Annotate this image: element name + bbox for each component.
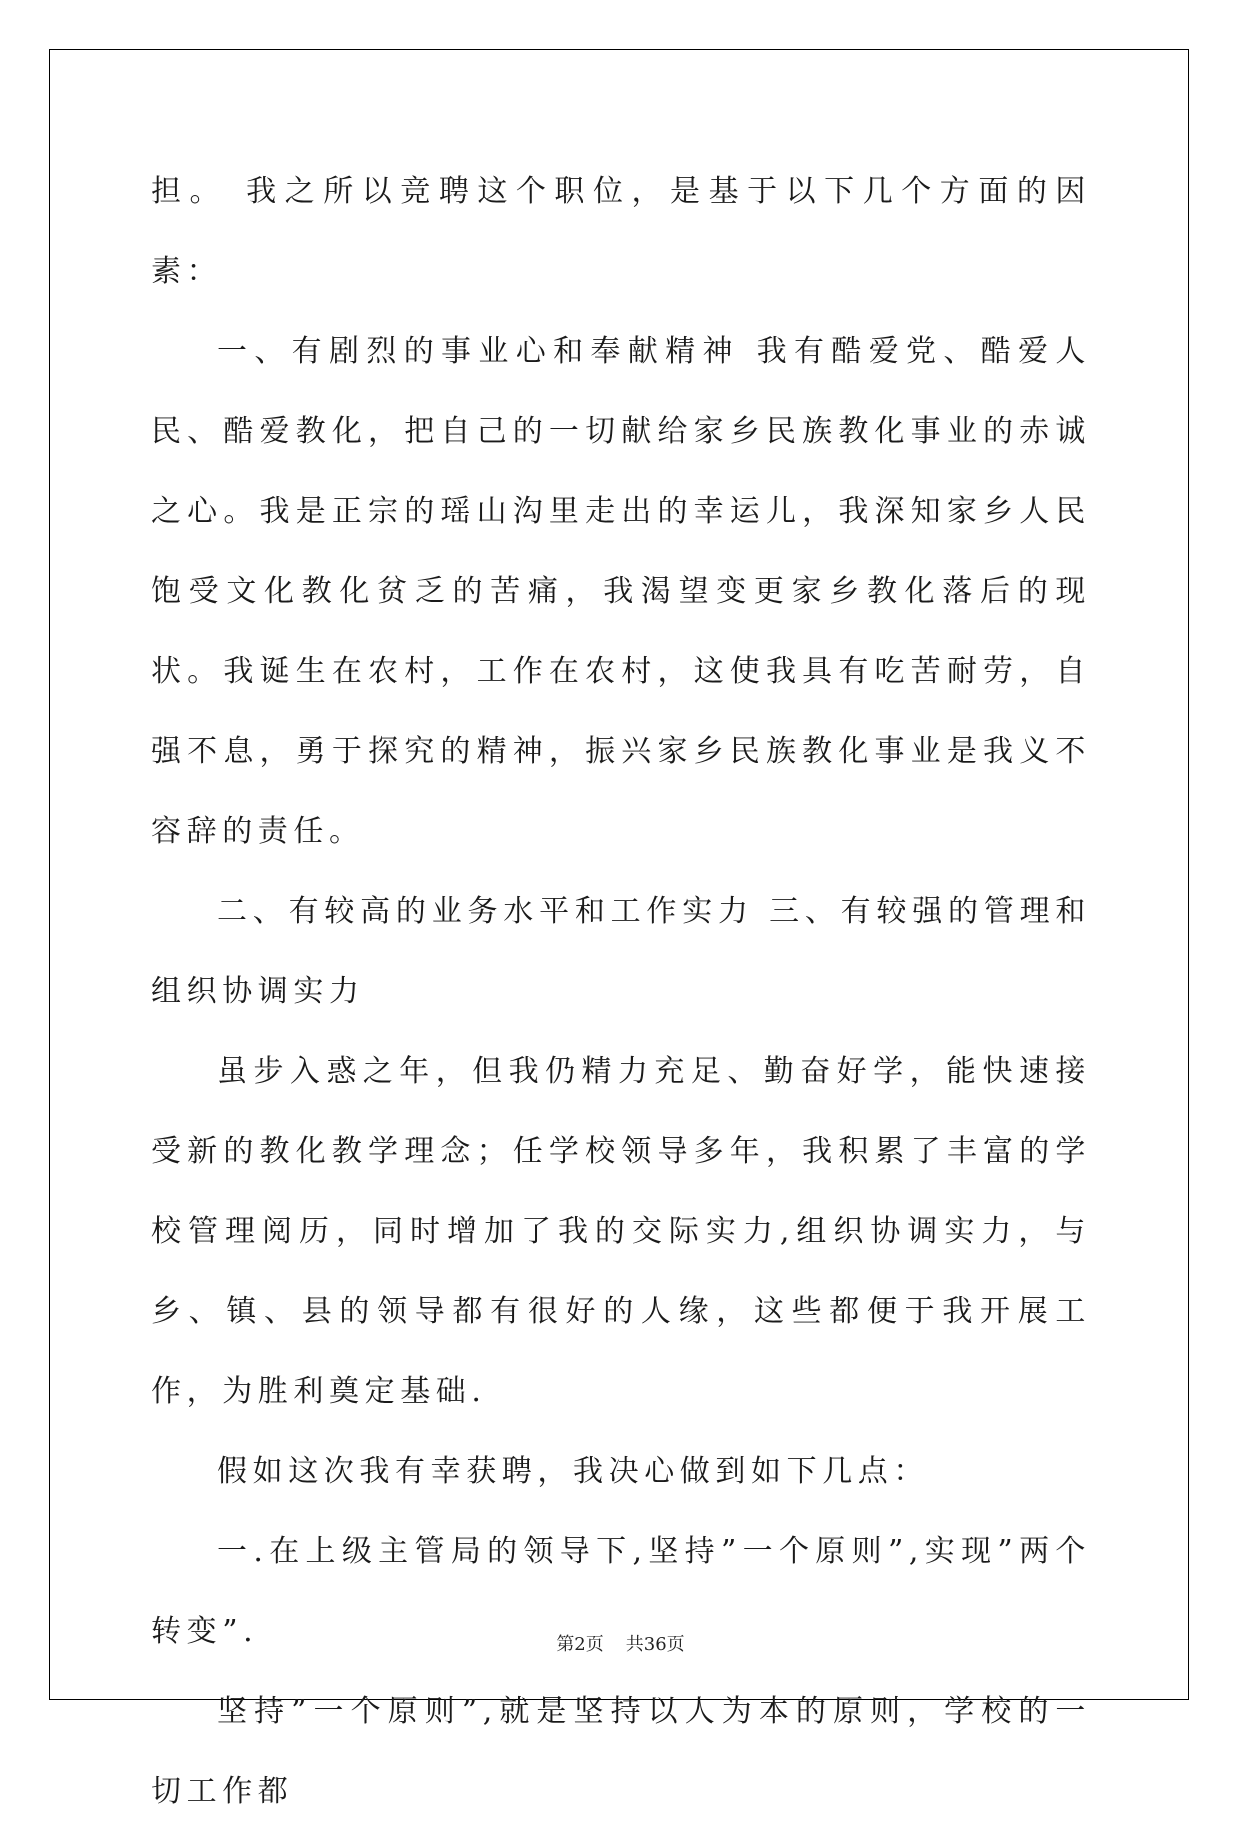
- paragraph-4: 虽步入惑之年，但我仍精力充足、勤奋好学，能快速接受新的教化教学理念；任学校领导多年，我积累了丰富的学校管理阅历，同时增加了我的交际实力,组织协调实力，与乡、镇、县的领导都有很好的人缘，这些都便于我开展工作，为胜利奠定基础.: [151, 1054, 1091, 1409]
- page-number: 第2页: [556, 1634, 604, 1655]
- page-footer: [0, 1630, 1241, 1656]
- paragraph-7: 坚持”一个原则”,就是坚持以人为本的原则，学校的一切工作都: [151, 1694, 1091, 1809]
- paragraph-5: 假如这次我有幸获聘，我决心做到如下几点：: [217, 1454, 929, 1489]
- paragraph-2: 一、有剧烈的事业心和奉献精神 我有酷爱党、酷爱人民、酷爱教化，把自己的一切献给家乡民族教化事业的赤诚之心。我是正宗的瑶山沟里走出的幸运儿，我深知家乡人民饱受文化教化贫乏的苦痛，我渴望变更家乡教化落后的现状。我诞生在农村，工作在农村，这使我具有吃苦耐劳，自强不息，勇于探究的精神，振兴家乡民族教化事业是我义不容辞的责任。: [151, 334, 1091, 849]
- paragraph-6: 一.在上级主管局的领导下,坚持”一个原则”,实现”两个转变”.: [151, 1534, 1091, 1649]
- paragraph-3: 二、有较高的业务水平和工作实力 三、有较强的管理和组织协调实力: [151, 894, 1091, 1009]
- document-body: [151, 152, 1091, 1832]
- paragraph-1: 担。 我之所以竞聘这个职位，是基于以下几个方面的因素：: [151, 174, 1091, 289]
- page-total: 共36页: [625, 1634, 685, 1655]
